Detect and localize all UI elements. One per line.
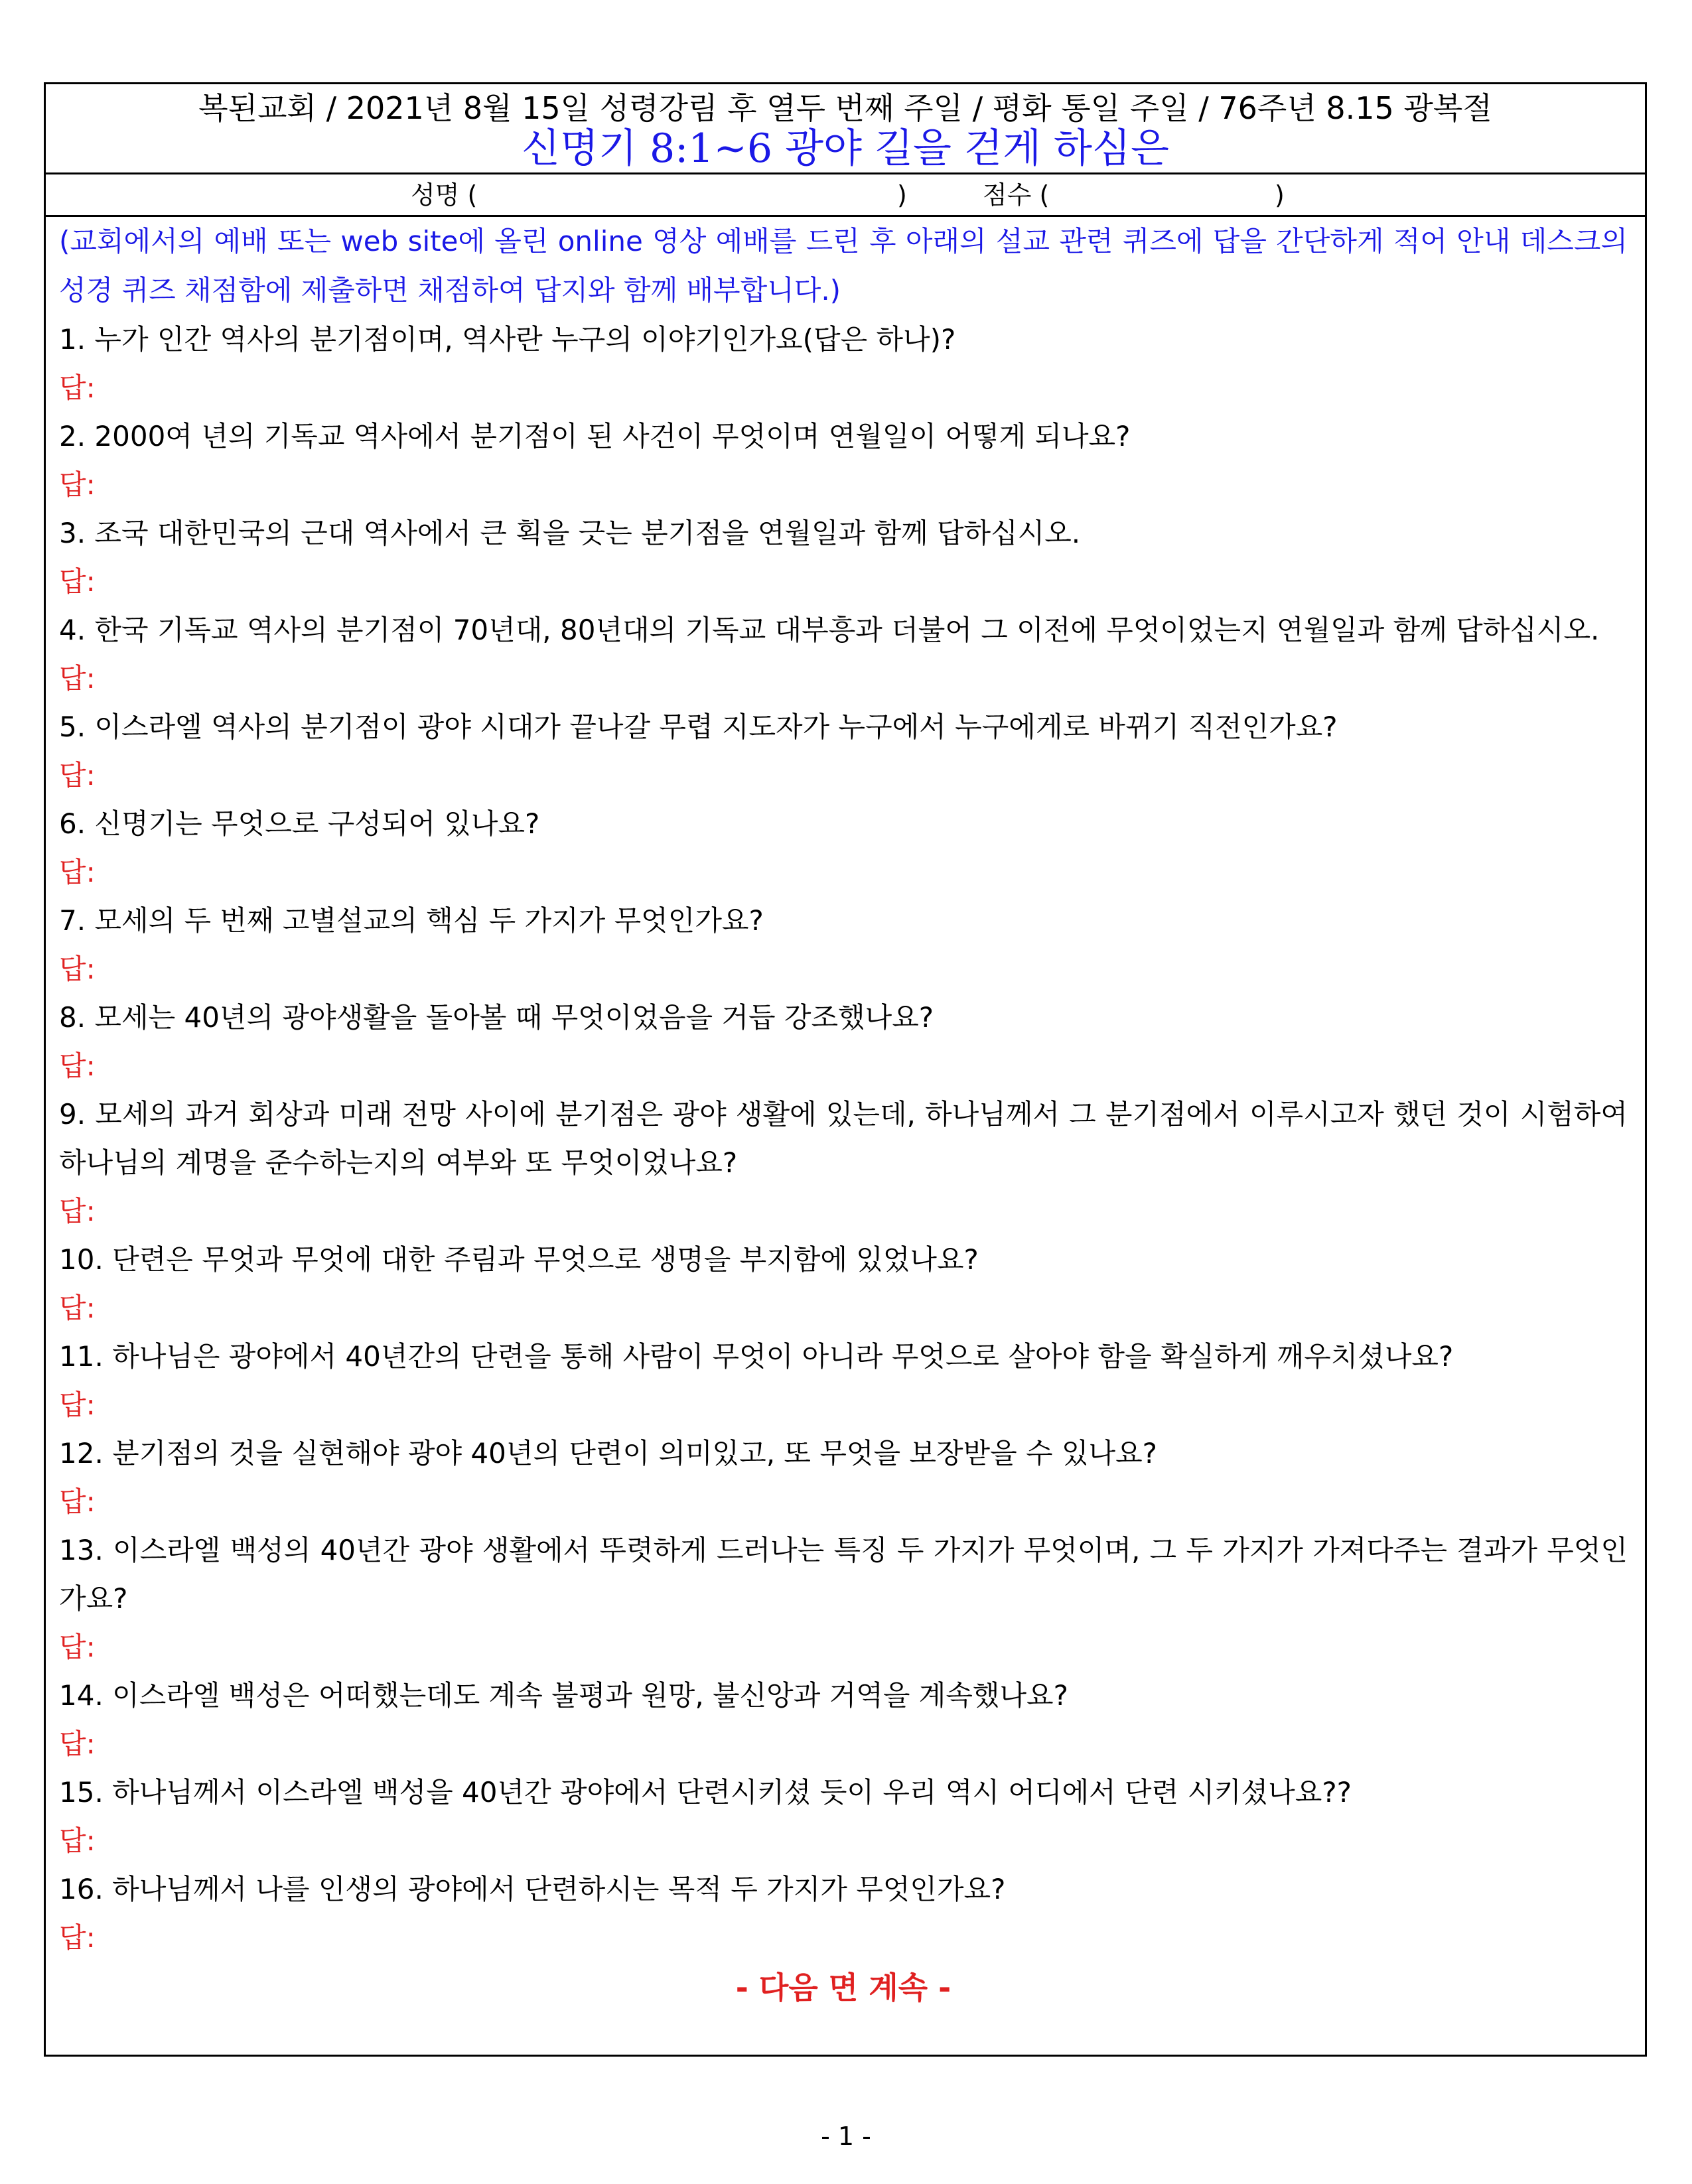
answer-label: 답: bbox=[59, 1389, 96, 1421]
answer-label: 답: bbox=[59, 1631, 96, 1663]
answer-label: 답: bbox=[59, 1050, 96, 1082]
quiz-question: 3. 조국 대한민국의 근대 역사에서 큰 획을 긋는 분기점을 연월일과 함께 답하십시오. bbox=[59, 517, 1081, 549]
answer-label: 답: bbox=[59, 1195, 96, 1227]
answer-label: 답: bbox=[59, 1921, 96, 1954]
continue-note: - 다음 면 계속 - bbox=[735, 1970, 952, 2006]
quiz-body bbox=[46, 217, 1645, 2011]
score-close-paren: ) bbox=[1275, 180, 1285, 210]
quiz-question: 1. 누가 인간 역사의 분기점이며, 역사란 누구의 이야기인가요(답은 하나)? bbox=[59, 323, 956, 356]
sheet-header bbox=[46, 84, 1645, 174]
answer-label: 답: bbox=[59, 468, 96, 501]
quiz-question: 4. 한국 기독교 역사의 분기점이 70년대, 80년대의 기독교 대부흥과 더불어 그 이전에 무엇이었는지 연월일과 함께 답하십시오. bbox=[59, 614, 1600, 646]
answer-label: 답: bbox=[59, 662, 96, 695]
instructions: (교회에서의 예배 또는 web site에 올린 online 영상 예배를 드린 후 아래의 설교 관련 퀴즈에 답을 간단하게 적어 안내 데스크의 성경 퀴즈 채점함에 제출하면 채점하여 답지와 함께 배부합니다.) bbox=[59, 225, 1628, 307]
question-list bbox=[59, 315, 1628, 1962]
answer-label: 답: bbox=[59, 953, 96, 985]
quiz-question: 8. 모세는 40년의 광야생활을 돌아볼 때 무엇이었음을 거듭 강조했나요? bbox=[59, 1001, 934, 1034]
answer-label: 답: bbox=[59, 565, 96, 598]
quiz-question: 13. 이스라엘 백성의 40년간 광야 생활에서 뚜렷하게 드러나는 특징 두 가지가 무엇이며, 그 두 가지가 가져다주는 결과가 무엇인가요? bbox=[59, 1534, 1628, 1615]
quiz-sheet bbox=[44, 82, 1647, 2057]
quiz-question: 14. 이스라엘 백성은 어떠했는데도 계속 불평과 원망, 불신앙과 거역을 계속했나요? bbox=[59, 1679, 1068, 1712]
name-label: 성명 ( bbox=[411, 180, 478, 210]
page-number: - 1 - bbox=[821, 2122, 871, 2151]
quiz-question: 10. 단련은 무엇과 무엇에 대한 주림과 무엇으로 생명을 부지함에 있었나요? bbox=[59, 1243, 979, 1276]
quiz-question: 16. 하나님께서 나를 인생의 광야에서 단련하시는 목적 두 가지가 무엇인가요? bbox=[59, 1873, 1006, 1905]
quiz-question: 11. 하나님은 광야에서 40년간의 단련을 통해 사람이 무엇이 아니라 무엇으로 살아야 함을 확실하게 깨우치셨나요? bbox=[59, 1340, 1454, 1373]
answer-label: 답: bbox=[59, 1485, 96, 1518]
name-score-row bbox=[46, 174, 1645, 217]
quiz-question: 6. 신명기는 무엇으로 구성되어 있나요? bbox=[59, 807, 540, 840]
name-close-paren: ) bbox=[897, 180, 907, 210]
answer-label: 답: bbox=[59, 1728, 96, 1760]
quiz-question: 5. 이스라엘 역사의 분기점이 광야 시대가 끝나갈 무렵 지도자가 누구에서 누구에게로 바뀌기 직전인가요? bbox=[59, 711, 1338, 743]
score-label: 점수 ( bbox=[983, 180, 1050, 210]
quiz-question: 9. 모세의 과거 회상과 미래 전망 사이에 분기점은 광야 생활에 있는데, 하나님께서 그 분기점에서 이루시고자 했던 것이 시험하여 하나님의 계명을 준수하는지의 여부와 또 무엇이었나요? bbox=[59, 1098, 1628, 1179]
quiz-question: 7. 모세의 두 번째 고별설교의 핵심 두 가지가 무엇인가요? bbox=[59, 904, 764, 937]
quiz-question: 12. 분기점의 것을 실현해야 광야 40년의 단련이 의미있고, 또 무엇을 보장받을 수 있나요? bbox=[59, 1437, 1157, 1469]
answer-label: 답: bbox=[59, 856, 96, 888]
sermon-title: 신명기 8:1~6 광야 길을 걷게 하심은 bbox=[522, 125, 1169, 172]
answer-label: 답: bbox=[59, 1824, 96, 1857]
answer-label: 답: bbox=[59, 759, 96, 791]
answer-label: 답: bbox=[59, 1292, 96, 1324]
answer-label: 답: bbox=[59, 372, 96, 404]
quiz-question: 2. 2000여 년의 기독교 역사에서 분기점이 된 사건이 무엇이며 연월일이 어떻게 되나요? bbox=[59, 420, 1131, 452]
quiz-question: 15. 하나님께서 이스라엘 백성을 40년간 광야에서 단련시키셨 듯이 우리 역시 어디에서 단련 시키셨나요?? bbox=[59, 1776, 1352, 1809]
church-info-line: 복된교회 / 2021년 8월 15일 성령강림 후 열두 번째 주일 / 평화 통일 주일 / 76주년 8.15 광복절 bbox=[198, 90, 1492, 126]
